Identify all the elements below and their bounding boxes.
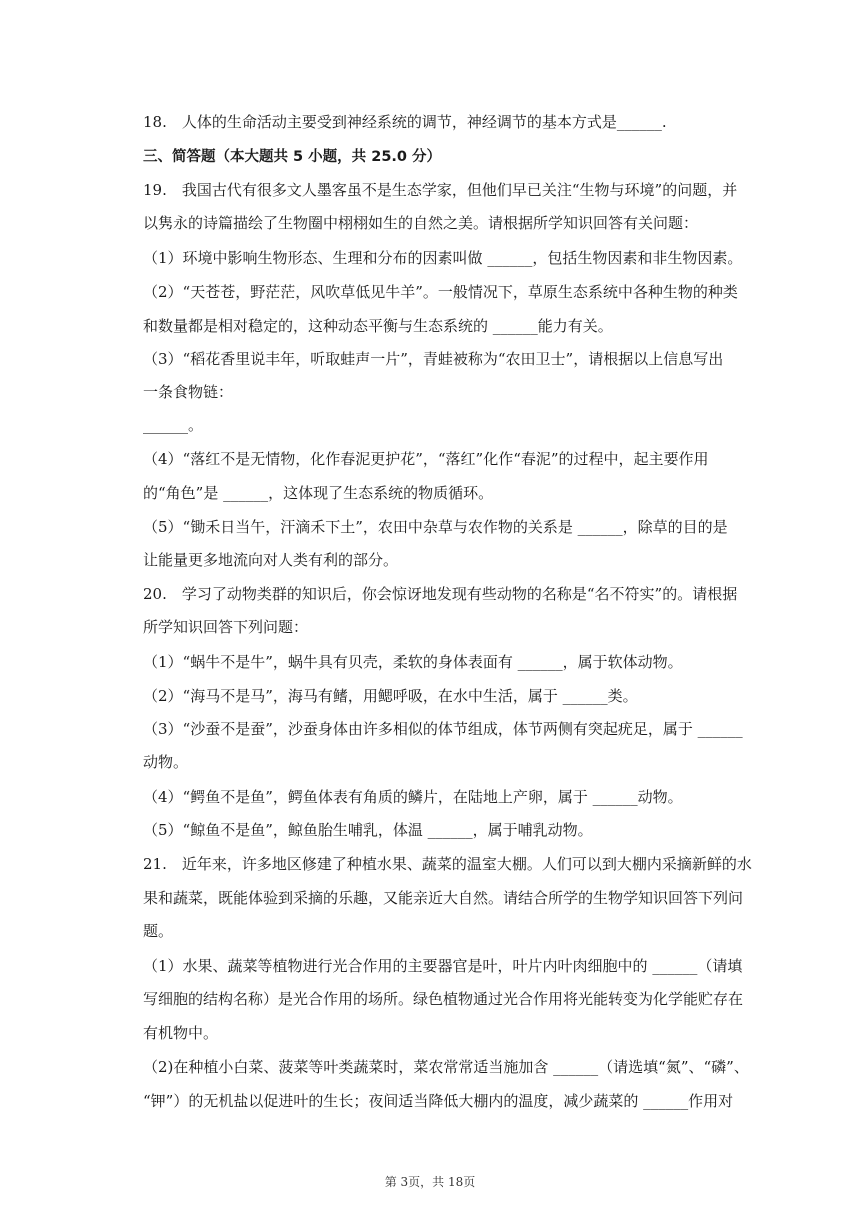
question-21-part-2: （2)在种植小白菜、菠菜等叶类蔬菜时，菜农常常适当施加含 ______（请选填“氮”、“磷”、 [143, 1058, 749, 1076]
question-21-line: 题。 [143, 922, 174, 940]
question-20-part-5: （5）“鲸鱼不是鱼”，鲸鱼胎生哺乳，体温 ______，属于哺乳动物。 [143, 821, 593, 839]
question-19-part-3: （3）“稻花香里说丰年，听取蛙声一片”，青蛙被称为“农田卫士”，请根据以上信息写出 [143, 350, 724, 368]
question-18: 18. 人体的生命活动主要受到神经系统的调节，神经调节的基本方式是______. [143, 113, 667, 131]
question-20-part-2: （2）“海马不是马”，海马有鳍，用鳃呼吸，在水中生活，属于 ______类。 [143, 687, 638, 705]
section-heading: 三、简答题（本大题共 5 小题，共 25.0 分） [143, 149, 442, 165]
question-19-part-2-cont: 和数量都是相对稳定的，这种动态平衡与生态系统的 ______能力有关。 [143, 317, 613, 335]
question-21-line: 21. 近年来，许多地区修建了种植水果、蔬菜的温室大棚。人们可以到大棚内采摘新鲜的水 [143, 855, 752, 873]
question-19-part-4-cont: 的“角色”是 ______，这体现了生态系统的物质循环。 [143, 484, 494, 502]
question-19-part-3-blank: ______。 [143, 416, 204, 434]
question-20-line: 所学知识回答下列问题： [143, 618, 309, 636]
question-19-line: 以隽永的诗篇描绘了生物圈中栩栩如生的自然之美。请根据所学知识回答有关问题： [143, 214, 699, 232]
question-21-line: 果和蔬菜，既能体验到采摘的乐趣，又能亲近大自然。请结合所学的生物学知识回答下列问 [143, 889, 744, 907]
question-21-part-1-cont: 写细胞的结构名称）是光合作用的场所。绿色植物通过光合作用将光能转变为化学能贮存在 [143, 990, 744, 1008]
question-19-line: 19. 我国古代有很多文人墨客虽不是生态学家，但他们早已关注“生物与环境”的问题，并 [143, 181, 738, 199]
question-19-part-1: （1）环境中影响生物形态、生理和分布的因素叫做 ______，包括生物因素和非生物因素。 [143, 249, 743, 267]
question-19-part-3-cont: 一条食物链： [143, 383, 234, 401]
question-20-part-4: （4）“鳄鱼不是鱼”，鳄鱼体表有角质的鳞片，在陆地上产卵，属于 ______动物。 [143, 788, 683, 806]
page-footer: 第 3页，共 18页 [384, 1175, 476, 1189]
question-19-part-5: （5）“锄禾日当午，汗滴禾下土”，农田中杂草与农作物的关系是 ______，除草的目的是 [143, 518, 728, 536]
question-21-part-1: （1）水果、蔬菜等植物进行光合作用的主要器官是叶，叶片内叶肉细胞中的 ______（请填 [143, 957, 743, 975]
question-21-part-2-cont: “钾”）的无机盐以促进叶的生长；夜间适当降低大棚内的温度，减少蔬菜的 ______作用对 [143, 1092, 734, 1110]
question-20-part-3-cont: 动物。 [143, 753, 189, 771]
question-20-line: 20. 学习了动物类群的知识后，你会惊讶地发现有些动物的名称是“名不符实”的。请根据 [143, 585, 738, 603]
question-21-part-1-cont: 有机物中。 [143, 1024, 219, 1042]
question-20-part-3: （3）“沙蚕不是蚕”，沙蚕身体由许多相似的体节组成，体节两侧有突起疣足，属于 ______ [143, 720, 743, 738]
question-19-part-4: （4）“落红不是无情物，化作春泥更护花”，“落红”化作“春泥”的过程中，起主要作用 [143, 450, 709, 468]
question-19-part-5-cont: 让能量更多地流向对人类有利的部分。 [143, 551, 399, 569]
question-19-part-2: （2）“天苍苍，野茫茫，风吹草低见牛羊”。一般情况下，草原生态系统中各种生物的种类 [143, 283, 738, 301]
question-20-part-1: （1）“蜗牛不是牛”，蜗牛具有贝壳，柔软的身体表面有 ______，属于软体动物。 [143, 653, 683, 671]
